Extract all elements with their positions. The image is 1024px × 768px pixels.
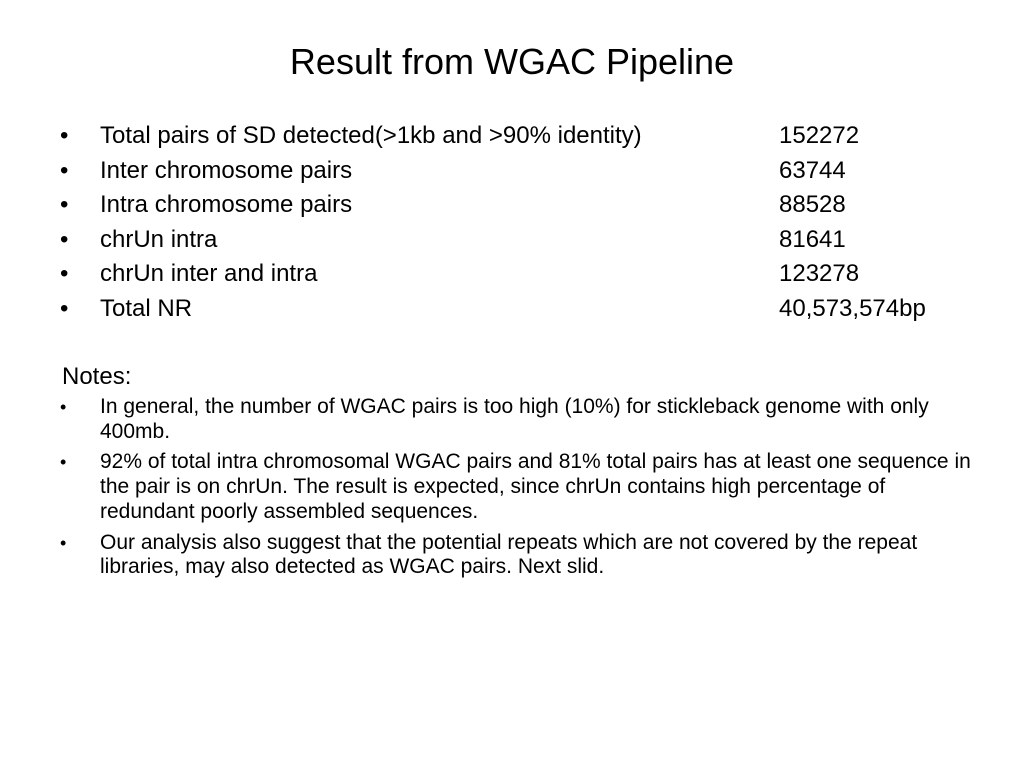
bullet-icon: •	[60, 452, 67, 473]
stats-list	[60, 119, 1000, 326]
slide-title: Result from WGAC Pipeline	[289, 41, 735, 82]
stat-label: chrUn inter and intra	[100, 260, 318, 287]
bullet-icon: •	[60, 532, 67, 553]
stat-value: 152272	[779, 122, 860, 149]
stat-value: 123278	[779, 260, 860, 287]
notes-list	[60, 395, 980, 586]
note-item	[60, 531, 980, 580]
bullet-icon: •	[60, 397, 67, 417]
stat-label: Intra chromosome pairs	[100, 191, 353, 218]
note-text: In general, the number of WGAC pairs is too high (10%) for stickleback genome with only 400mb.	[100, 395, 929, 443]
bullet-icon: •	[60, 260, 69, 287]
stat-value: 88528	[779, 191, 846, 218]
note-item	[60, 395, 980, 444]
stat-label: Total NR	[100, 294, 193, 322]
stat-value: 81641	[779, 225, 846, 253]
bullet-icon: •	[60, 225, 69, 253]
stat-label: Inter chromosome pairs	[100, 156, 353, 184]
stat-row-total-pairs	[60, 119, 1000, 154]
bullet-icon: •	[60, 294, 69, 322]
stat-row-intra-chromosome	[60, 188, 1000, 223]
stat-row-inter-chromosome	[60, 154, 1000, 189]
stat-label: chrUn intra	[100, 225, 218, 253]
bullet-icon: •	[60, 191, 69, 218]
stat-row-total-nr	[60, 292, 1000, 327]
note-text: Our analysis also suggest that the potential repeats which are not covered by the repeat libraries, may also detected as WGAC pairs. Next slid.	[100, 530, 918, 579]
note-item	[60, 450, 980, 524]
bullet-icon: •	[60, 156, 69, 184]
stat-value: 40,573,574bp	[779, 294, 926, 322]
note-text: 92% of total intra chromosomal WGAC pairs and 81% total pairs has at least one sequence in the pair is on chrUn. The result is expected, since chrUn contains high percentage of redundant poorly assembled sequences.	[100, 450, 971, 523]
notes-heading: Notes:	[62, 363, 132, 390]
stat-row-chrun-inter-intra	[60, 257, 1000, 292]
stat-label: Total pairs of SD detected(>1kb and >90% identity)	[100, 122, 642, 149]
stat-row-chrun-intra	[60, 223, 1000, 258]
stat-value: 63744	[779, 156, 846, 184]
bullet-icon: •	[60, 122, 69, 149]
